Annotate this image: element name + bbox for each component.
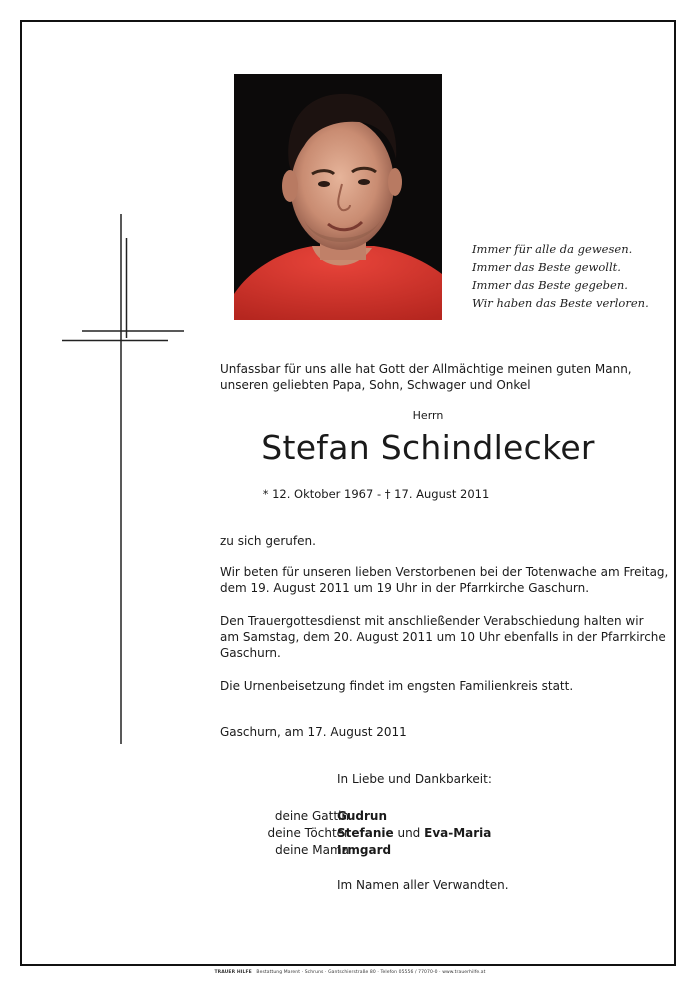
- footer-brand: TRAUER HILFE: [214, 970, 252, 975]
- family-role: deine Gattin: [274, 809, 349, 823]
- closing-line: Im Namen aller Verwandten.: [337, 878, 509, 892]
- memorial-poem: [472, 240, 672, 312]
- service-line: Gaschurn.: [220, 646, 281, 660]
- service-line: Den Trauergottesdienst mit anschließender Verabschiedung halten wir: [220, 614, 644, 628]
- portrait-photo: [234, 74, 442, 320]
- conjunction: und: [397, 826, 421, 840]
- wake-line: dem 19. August 2011 um 19 Uhr in der Pfarrkirche Gaschurn.: [220, 581, 590, 595]
- poem-line: Immer für alle da gewesen.: [472, 242, 633, 256]
- poem-line: Wir haben das Beste verloren.: [472, 296, 649, 310]
- salutation: Herrn: [412, 409, 444, 422]
- footer-details: Bestattung Marent · Schruns · Gantschierstraße 80 · Telefon 05556 / 77070-0 · www.trauerhilfe.at: [256, 970, 486, 975]
- intro-line: Unfassbar für uns alle hat Gott der Allmächtige meinen guten Mann,: [220, 362, 632, 376]
- wake-paragraph: [220, 564, 668, 596]
- family-role: deine Mama: [275, 843, 349, 857]
- burial-text: Die Urnenbeisetzung findet im engsten Familienkreis statt.: [220, 679, 574, 693]
- family-name: [337, 808, 387, 825]
- wake-line: Wir beten für unseren lieben Verstorbenen bei der Totenwache am Freitag,: [220, 565, 669, 579]
- family-name: [337, 842, 391, 859]
- thanks-line: In Liebe und Dankbarkeit:: [337, 772, 492, 786]
- daughter-name: Eva-Maria: [424, 826, 492, 840]
- place-date: Gaschurn, am 17. August 2011: [220, 725, 407, 739]
- daughter-name: Stefanie: [337, 826, 394, 840]
- intro-line: unseren geliebten Papa, Sohn, Schwager und Onkel: [220, 378, 531, 392]
- called-text: zu sich gerufen.: [220, 534, 316, 548]
- service-paragraph: [220, 613, 666, 661]
- deceased-name: Stefan Schindlecker: [261, 428, 595, 467]
- footer-imprint: [0, 970, 700, 975]
- intro-text: [220, 361, 632, 393]
- life-dates: * 12. Oktober 1967 - † 17. August 2011: [262, 487, 490, 501]
- mother-name: Irmgard: [337, 843, 392, 857]
- family-role: deine Töchter: [267, 826, 349, 840]
- cross-icon: [62, 214, 188, 744]
- family-name: [337, 825, 491, 842]
- wife-name: Gudrun: [337, 809, 387, 823]
- poem-line: Immer das Beste gewollt.: [472, 260, 621, 274]
- poem-line: Immer das Beste gegeben.: [472, 278, 628, 292]
- service-line: am Samstag, dem 20. August 2011 um 10 Uhr ebenfalls in der Pfarrkirche: [220, 630, 666, 644]
